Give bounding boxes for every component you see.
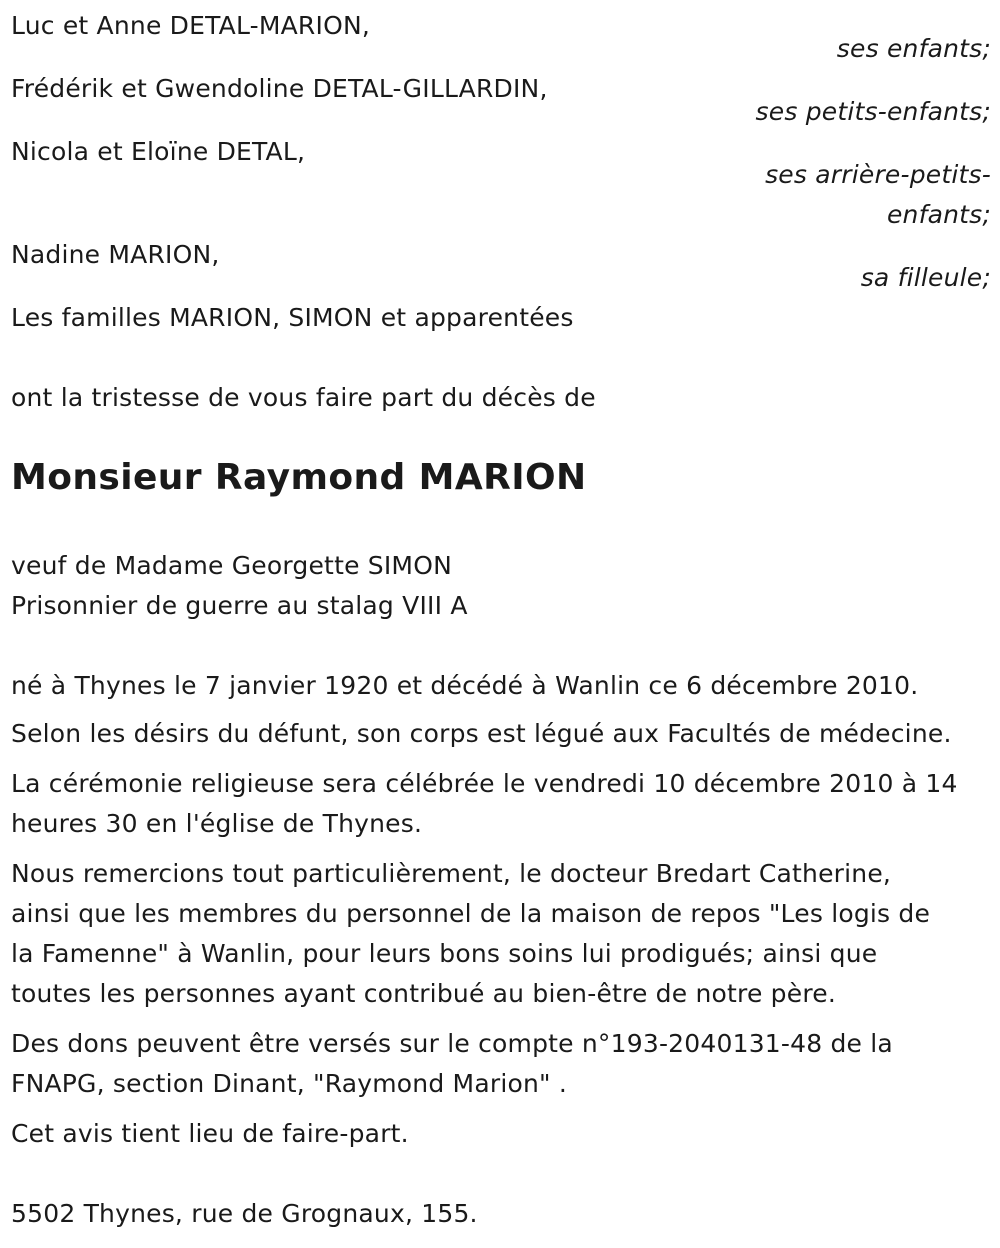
prisoner-line: Prisonnier de guerre au stalag VIII A (11, 591, 468, 620)
donations-line: FNAPG, section Dinant, "Raymond Marion" . (11, 1069, 568, 1098)
family-member-name: Frédérik et Gwendoline DETAL-GILLARDIN, (11, 74, 548, 103)
thanks-line: toutes les personnes ayant contribué au bien-être de notre père. (11, 979, 836, 1008)
donations-line: Des dons peuvent être versés sur le compte n°193-2040131-48 de la (11, 1029, 893, 1058)
families-line: Les familles MARION, SIMON et apparentées (11, 303, 574, 332)
address-line: 5502 Thynes, rue de Grognaux, 155. (11, 1199, 478, 1228)
family-member-name: Nicola et Eloïne DETAL, (11, 137, 306, 166)
notice-line: Cet avis tient lieu de faire-part. (11, 1119, 409, 1148)
family-member-role-continued: enfants; (886, 200, 991, 229)
ceremony-line: heures 30 en l'église de Thynes. (11, 809, 423, 838)
wishes-line: Selon les désirs du défunt, son corps est légué aux Facultés de médecine. (11, 719, 952, 748)
deceased-name: Monsieur Raymond MARION (11, 457, 587, 498)
thanks-line: ainsi que les membres du personnel de la maison de repos "Les logis de (11, 899, 931, 928)
thanks-line: la Famenne" à Wanlin, pour leurs bons soins lui prodigués; ainsi que (11, 939, 878, 968)
ceremony-line: La cérémonie religieuse sera célébrée le vendredi 10 décembre 2010 à 14 (11, 769, 958, 798)
family-member-name: Nadine MARION, (11, 240, 220, 269)
family-member-role: ses petits-enfants; (755, 97, 991, 126)
family-member-name: Luc et Anne DETAL-MARION, (11, 11, 371, 40)
family-member-role: ses enfants; (836, 34, 991, 63)
family-member-role: sa filleule; (860, 263, 991, 292)
thanks-line: Nous remercions tout particulièrement, le docteur Bredart Catherine, (11, 859, 892, 888)
family-member-role: ses arrière-petits- (765, 160, 991, 189)
widower-line: veuf de Madame Georgette SIMON (11, 551, 452, 580)
birth-death-line: né à Thynes le 7 janvier 1920 et décédé à Wanlin ce 6 décembre 2010. (11, 671, 919, 700)
announcement: ont la tristesse de vous faire part du décès de (11, 383, 596, 412)
